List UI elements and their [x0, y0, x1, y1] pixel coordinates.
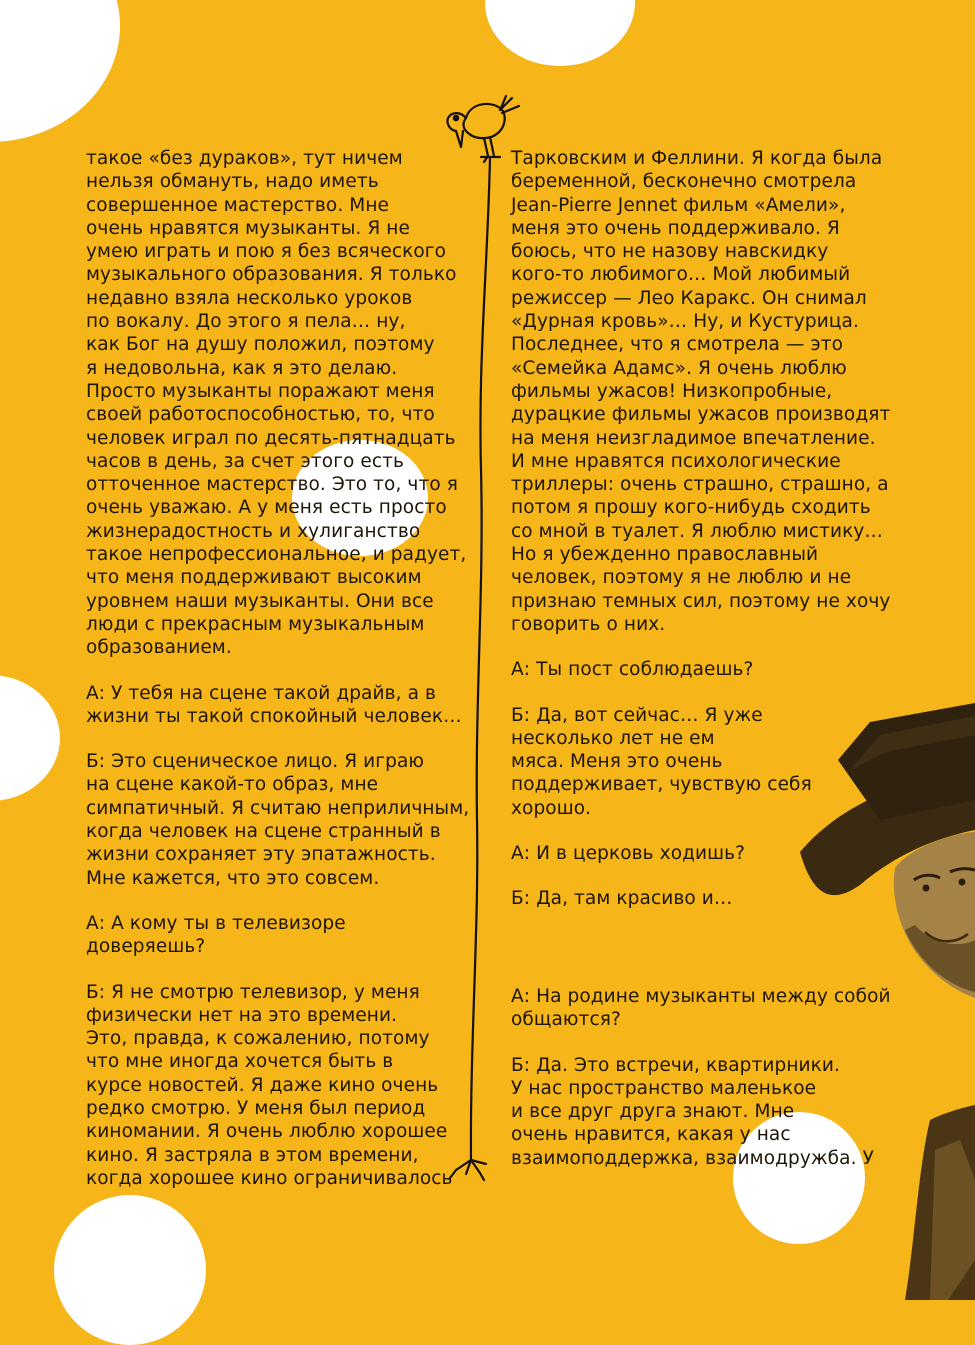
left-paragraph-4: А: А кому ты в телевизоре доверяешь?: [86, 912, 346, 958]
left-paragraph-1: такое «без дураков», тут ничем нельзя обмануть, надо иметь совершенное мастерство. Мне очень нравятся музыканты. Я не умею играть и пою я без всяческого музыкального образования. Я только недавно взяла несколько уроков по вокалу. До этого я пела… ну, как Бог на душу положил, поэтому я недовольна, как я это делаю. Просто музыканты поражают меня своей работоспособностью, то, что человек играл по десять-пятнадцать часов в день, за счет этого есть отточенное мастерство. Это то, что я очень уважаю. А у меня есть просто жизнерадостность и хулиганство такое непрофессиональное, и радует, что меня поддерживают высоким уровнем наши музыканты. Они все люди с прекрасным музыкальным образованием.: [86, 148, 467, 659]
right-paragraph-4: А: И в церковь ходишь?: [511, 843, 746, 865]
left-paragraph-2: А: У тебя на сцене такой драйв, а в жизни ты такой спокойный человек…: [86, 682, 462, 727]
right-paragraph-2: А: Ты пост соблюдаешь?: [511, 659, 754, 681]
right-paragraph-1: Тарковским и Феллини. Я когда была беременной, бесконечно смотрела Jean-Pierre Jennet фильм «Амели», меня это очень поддерживало. Я боюсь, что не назову навскидку кого-то любимого… Мой любимый режиссер — Лео Каракс. Он снимал «Дурная кровь»… Ну, и Кустурица. Последнее, что я смотрела — это «Семейка Адамс». Я очень люблю фильмы ужасов! Низкопробные, дурацкие фильмы ужасов производят на меня неизгладимое впечатление. И мне нравятся психологические триллеры: очень страшно, страшно, а потом я прошу кого-нибудь сходить со мной в туалет. Я люблю мистику… Но я убежденно православный человек, поэтому я не люблю и не признаю темных сил, поэтому не хочу говорить о них.: [511, 148, 891, 635]
right-paragraph-6: А: На родине музыканты между собой общаются?: [511, 986, 891, 1031]
right-paragraph-7: Б: Да. Это встречи, квартирники. У нас пространство маленькое и все друг друга знают. Мне очень нравится, какая у нас взаимоподдержка, взаимодружба. У: [511, 1054, 874, 1169]
left-paragraph-5: Б: Я не смотрю телевизор, у меня физически нет на это времени. Это, правда, к сожалению, потому что мне иногда хочется быть в курсе новостей. Я даже кино очень редко смотрю. У меня был период киномании. Я очень люблю хорошее кино. Я застряла в этом времени, когда хорошее кино ограничивалось: [86, 981, 453, 1189]
right-paragraph-5: Б: Да, там красиво и…: [511, 888, 733, 910]
right-paragraph-3: Б: Да, вот сейчас… Я уже несколько лет не ем мяса. Меня это очень поддерживает, чувствую себя хорошо.: [511, 704, 812, 819]
left-paragraph-3: Б: Это сценическое лицо. Я играю на сцене какой-то образ, мне симпатичный. Я считаю неприличным, когда человек на сцене странный в жизни сохраняет эту эпатажность. Мне кажется, что это совсем.: [86, 751, 470, 889]
